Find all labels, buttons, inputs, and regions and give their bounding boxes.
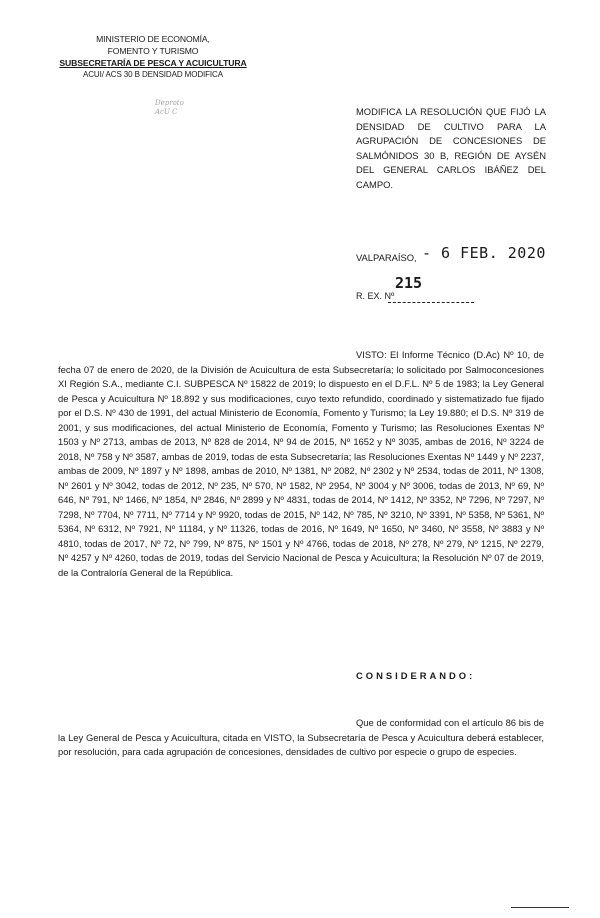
- date-stamp: - 6 FEB. 2020: [422, 244, 546, 262]
- stamp-line-1: Deproto: [155, 99, 184, 107]
- subject-block: MODIFICA LA RESOLUCIÓN QUE FIJÓ LA DENSIDAD DE CULTIVO PARA LA AGRUPACIÓN DE CONCESIONES DE SALMÓNIDOS 30 B, REGIÓN DE AYSÉN DEL GENERAL CARLOS IBÁÑEZ DEL CAMPO.: [356, 106, 546, 190]
- considerando-paragraph-1: Que de conformidad con el artículo 86 bis de la Ley General de Pesca y Acuicultura, citada en VISTO, la Subsecretaría de Pesca y Acuicultura deberá establecer, por resolución, para cada agrupación de concesiones, densidades de cultivo por especie o grupo de especies.: [58, 717, 544, 757]
- footer-rule: [511, 907, 569, 908]
- resolution-label: R. EX. Nº: [356, 291, 395, 301]
- considerando-heading: CONSIDERANDO:: [356, 670, 476, 681]
- subsecretaria-name: SUBSECRETARÍA DE PESCA Y ACUICULTURA: [59, 58, 247, 68]
- stamp-line-2: AcU C: [155, 108, 178, 116]
- resolution-number-line: [388, 302, 474, 303]
- place-label: VALPARAÍSO,: [356, 252, 417, 263]
- resolution-number: 215: [395, 274, 423, 292]
- visto-paragraph: VISTO: El Informe Técnico (D.Ac) Nº 10, de fecha 07 de enero de 2020, de la División de Acuicultura de esta Subsecretaría; lo solicitado por Salmoconcesiones XI Región S.A., mediante C.I. SUBPESCA Nº 15822 de 2019; lo dispuesto en el D.F.L. Nº 5 de 1983; la Ley General de Pesca y Acuicultura Nº 18.892 y sus modificaciones, cuyo texto refundido, coordinado y sistematizado fue fijado por el D.S. Nº 430 de 1991, del actual Ministerio de Economía, Fomento y Turismo; la Ley 19.880; el D.S. Nº 319 de 2001, y sus modificaciones, del actual Ministerio de Economía, Fomento y Turismo; las Resoluciones Exentas Nº 1503 y Nº 2713, ambas de 2013, Nº 828 de 2014, Nº 94 de 2015, Nº 1652 y Nº 3035, ambas de 2016, Nº 3224 de 2018, Nº 758 y Nº 3587, ambas de 2019, todas de esta Subsecretaría; las Resoluciones Exentas Nº 1449 y Nº 2237, ambas de 2009, Nº 1897 y Nº 1898, ambas de 2010, Nº 1381, Nº 2082, Nº 2302 y Nº 2534, todas de 2011, Nº 1308, Nº 2601 y Nº 3042, todas de 2012, Nº 235, Nº 570, Nº 1582, Nº 2954, Nº 3004 y Nº 3006, todas de 2013, Nº 69, Nº 646, Nº 791, Nº 1466, Nº 1854, Nº 2846, Nº 2899 y Nº 4831, todas de 2014, Nº 1412, Nº 3352, Nº 7296, Nº 7297, Nº 7298, Nº 7704, Nº 7711, Nº 7714 y Nº 9920, todas de 2015, Nº 142, Nº 785, Nº 3210, Nº 3391, Nº 5358, Nº 5361, Nº 5364, Nº 6312, Nº 7921, Nº 11184, y Nº 11326, todas de 2016, Nº 1649, Nº 1650, Nº 3460, Nº 3558, Nº 3883 y Nº 4810, todas de 2017, Nº 72, Nº 799, Nº 875, Nº 1501 y Nº 4766, todas de 2018, Nº 278, Nº 279, Nº 1215, Nº 2279, Nº 4257 y Nº 4260, todas de 2019, todas del Servicio Nacional de Pesca y Acuicultura; la Resolución Nº 07 de 2019, de la Contraloría General de la República.: [58, 349, 544, 578]
- ministry-name: MINISTERIO DE ECONOMÍA,: [96, 34, 210, 44]
- document-code: ACUI/ ACS 30 B DENSIDAD MODIFICA: [83, 70, 223, 79]
- office-stamp: [155, 99, 215, 135]
- ministry-name-2: FOMENTO Y TURISMO: [107, 46, 199, 56]
- letterhead: [58, 33, 248, 81]
